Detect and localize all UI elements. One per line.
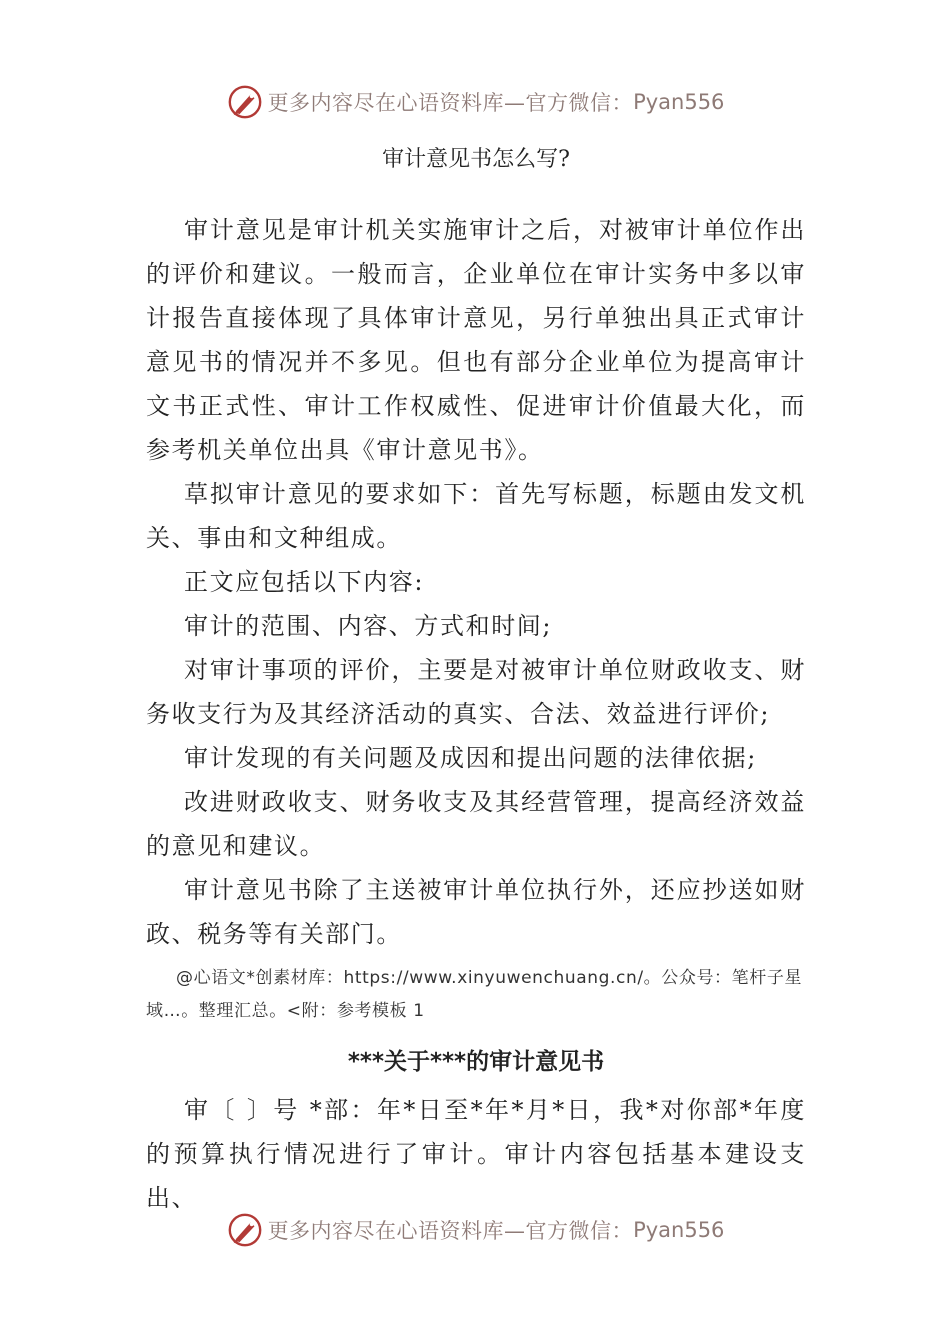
paragraph: 草拟审计意见的要求如下：首先写标题，标题由发文机关、事由和文种组成。 (146, 480, 806, 552)
paragraph: 正文应包括以下内容: (184, 568, 425, 596)
document-title: 审计意见书怎么写? (382, 147, 570, 172)
paragraph: 审计发现的有关问题及成因和提出问题的法律依据; (184, 744, 757, 772)
document-body (146, 138, 806, 1220)
template-paragraph: 审〔 〕号 *部：年*日至*年*月*日，我*对你部*年度的预算执行情况进行了审计。审计内容包括基本建设支出、 (146, 1096, 806, 1212)
banner-text: 更多内容尽在心语资料库—官方微信： (267, 91, 634, 115)
paragraph: 改进财政收支、财务收支及其经营管理，提高经济效益的意见和建议。 (146, 788, 806, 860)
footer-banner (0, 1208, 950, 1252)
header-banner (0, 80, 950, 124)
banner-wechat-id: Pyan556 (633, 90, 725, 114)
pen-nib-logo-icon (226, 1211, 264, 1249)
template-title: ***关于***的审计意见书 (347, 1049, 605, 1075)
paragraph: 审计意见书除了主送被审计单位执行外，还应抄送如财政、税务等有关部门。 (146, 876, 806, 948)
banner-wechat-id: Pyan556 (633, 1218, 725, 1242)
source-note: @心语文*创素材库：https://www.xinyuwenchuang.cn/。公众号：笔杆子星域…。整理汇总。<附：参考模板 1 (146, 968, 803, 1021)
banner-text: 更多内容尽在心语资料库—官方微信： (267, 1219, 634, 1243)
paragraph: 对审计事项的评价，主要是对被审计单位财政收支、财务收支行为及其经济活动的真实、合法、效益进行评价; (146, 656, 806, 728)
paragraph: 审计的范围、内容、方式和时间; (184, 612, 553, 640)
pen-nib-logo-icon (226, 83, 264, 121)
paragraph: 审计意见是审计机关实施审计之后，对被审计单位作出的评价和建议。一般而言，企业单位在审计实务中多以审计报告直接体现了具体审计意见，另行单独出具正式审计意见书的情况并不多见。但也有部分企业单位为提高审计文书正式性、审计工作权威性、促进审计价值最大化，而参考机关单位出具《审计意见书》。 (146, 216, 806, 464)
